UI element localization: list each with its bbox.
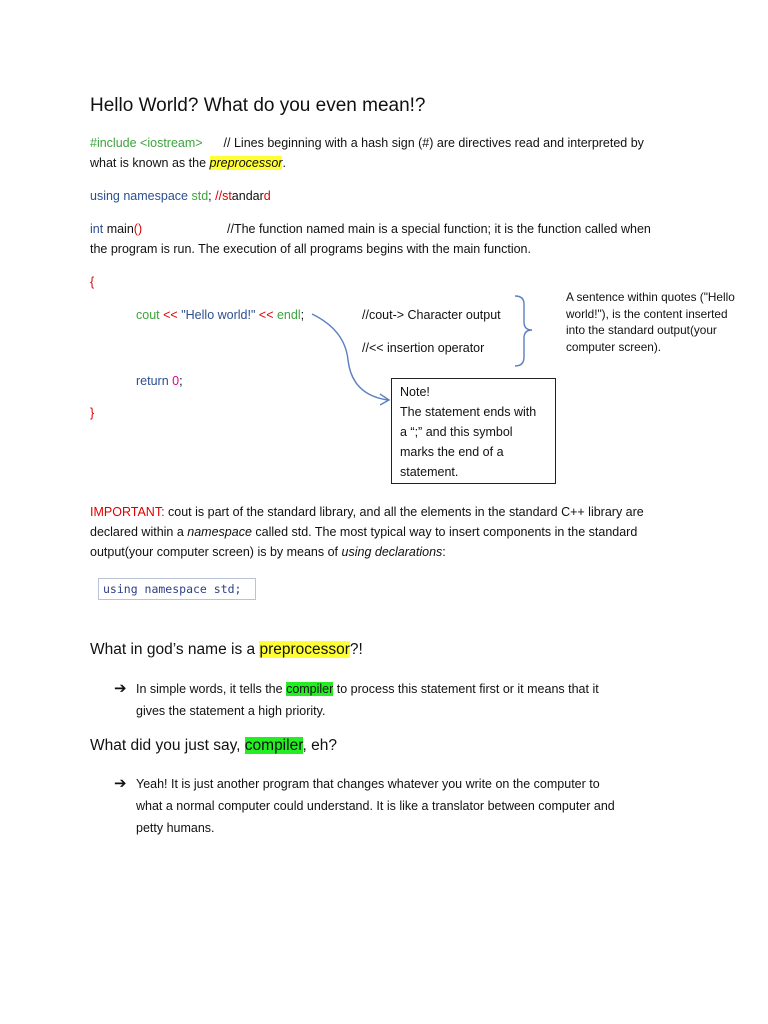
important-text-1: cout is part of the standard library, and all the elements in the standard C++ library are: [164, 505, 644, 519]
important-line-2: [90, 522, 637, 542]
section-1-bullet-glyph: [114, 679, 127, 699]
namespace-comment-a: //st: [215, 189, 232, 203]
important-text-3a: output(your computer screen) is by means of: [90, 545, 342, 559]
main-parens: (): [133, 222, 143, 236]
colon: :: [442, 545, 446, 559]
namespace-keyword: using namespace: [90, 189, 188, 203]
namespace-semicolon: ;: [208, 189, 212, 203]
note-line-5: statement.: [400, 465, 459, 479]
insertion-annotation: //<< insertion operator: [362, 341, 485, 355]
section-2-bullet-line-2: what a normal computer could understand. It is like a translator between computer and: [136, 799, 615, 813]
section-1-bullet-c: to process this statement first or it means that it: [333, 682, 599, 696]
preprocessor-highlight: preprocessor: [209, 156, 283, 170]
section-1-bullet-line-1: [136, 679, 599, 699]
section-2-heading-a: What did you just say,: [90, 737, 245, 754]
include-comment-text: what is known as the: [90, 156, 210, 170]
main-name: main: [106, 222, 134, 236]
cout-annotation: //cout-> Character output: [362, 308, 501, 322]
namespace-italic: namespace: [187, 525, 252, 539]
open-brace: {: [90, 275, 95, 289]
return-value: 0: [172, 374, 180, 388]
namespace-comment-c: d: [263, 189, 271, 203]
note-line-4: marks the end of a: [400, 445, 504, 459]
arrow-bullet-icon: ➔: [114, 775, 127, 792]
section-2-heading-c: , eh?: [302, 737, 337, 754]
include-code: #include <iostream>: [90, 136, 203, 150]
section-2-bullet-glyph: [114, 774, 127, 794]
section-1-bullet-a: In simple words, it tells the: [136, 682, 287, 696]
preprocessor-heading-highlight: preprocessor: [259, 641, 350, 658]
curved-arrow-icon: [312, 314, 388, 400]
compiler-highlight: compiler: [286, 682, 334, 696]
compiler-heading-highlight: compiler: [244, 737, 303, 754]
include-comment: // Lines beginning with a hash sign (#) are directives read and interpreted by: [223, 136, 644, 150]
namespace-std: std: [191, 189, 209, 203]
curly-brace-icon: [515, 296, 532, 366]
code-snippet: using namespace std;: [98, 578, 256, 600]
namespace-comment-b: andar: [231, 189, 264, 203]
note-line-2: The statement ends with: [400, 405, 537, 419]
using-declarations-italic: using declarations: [341, 545, 443, 559]
return-semicolon: ;: [179, 374, 183, 388]
main-comment: //The function named main is a special function; it is the function called when: [227, 222, 651, 236]
section-2-bullet-line-1: Yeah! It is just another program that changes whatever you write on the computer to: [136, 777, 600, 791]
important-line-3: [90, 542, 446, 562]
section-1-bullet-line-2: gives the statement a high priority.: [136, 704, 326, 718]
return-keyword: return: [136, 374, 169, 388]
close-brace: }: [90, 406, 95, 420]
arrow-bullet-icon: ➔: [114, 680, 127, 697]
important-text-2a: declared within a: [90, 525, 188, 539]
section-1-heading-a: What in god’s name is a: [90, 641, 260, 658]
side-note: A sentence within quotes ("Hello world!"), is the content inserted into the standard output(your computer screen).: [566, 290, 735, 354]
statement-semicolon: ;: [300, 308, 305, 322]
period: .: [282, 156, 286, 170]
section-2-heading: [90, 737, 337, 755]
section-1-heading: [90, 641, 363, 659]
important-label: IMPORTANT:: [90, 505, 165, 519]
insert-op-1: <<: [163, 308, 178, 322]
note-line-3: a “;” and this symbol: [400, 425, 513, 439]
section-2-bullet-line-3: petty humans.: [136, 821, 215, 835]
page-title: Hello World? What do you even mean!?: [90, 95, 426, 116]
endl-keyword: endl: [276, 308, 301, 322]
main-comment-cont: the program is run. The execution of all programs begins with the main function.: [90, 242, 531, 256]
important-text-2c: called std. The most typical way to insert components in the standard: [251, 525, 638, 539]
int-keyword: int: [90, 222, 104, 236]
cout-keyword: cout: [136, 308, 160, 322]
hello-string: "Hello world!": [181, 308, 256, 322]
note-line-1: Note!: [400, 385, 430, 399]
insert-op-2: <<: [258, 308, 274, 322]
section-1-heading-c: ?!: [349, 641, 363, 658]
important-line-1: [90, 502, 644, 522]
